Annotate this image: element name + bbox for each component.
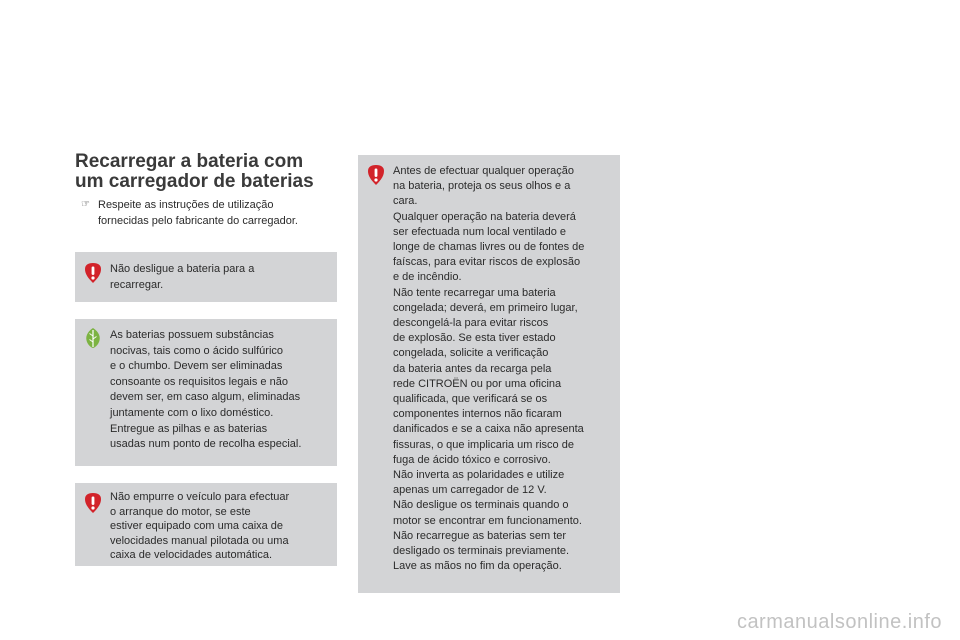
notice-no-disconnect [75,252,337,302]
warning-icon [84,262,102,284]
bullet-text: Respeite as instruções de utilização fornecidas pelo fabricante do carregador. [98,199,298,227]
title-line-2: um carregador de baterias [75,171,314,192]
notice-no-push [75,483,337,566]
notice-environment [75,319,337,466]
pointing-hand-icon: ☞ [81,199,90,210]
notice-text: Antes de efectuar qualquer operação na bateria, proteja os seus olhos e a cara. Qualquer operação na bateria deverá ser efectuada num local ventilado e longe de chamas livres ou de fontes de faíscas, para evitar riscos de explosão e de incêndio. Não tente recarregar uma bateria congelada; deverá, em primeiro lugar, descongelá-la para evitar riscos de explosão. Se esta tiver estado congelada, solicite a verificação da bateria antes da recarga pela rede CITROËN ou por uma oficina qualificada, que verificará se os componentes internos não ficaram danificados e se a caixa não apresenta fissuras, o que implicaria um risco de fuga de ácido tóxico e corrosivo. Não inverta as polaridades e utilize apenas um carregador de 12 V. Não desligue os terminais quando o motor se encontrar em funcionamento. Não recarregue as baterias sem ter desligado os terminais previamente. Lave as mãos no fim da operação. [393,165,585,573]
notice-safety [358,155,620,593]
notice-text: As baterias possuem substâncias nocivas, tais como o ácido sulfúrico e o chumbo. Devem ser eliminadas consoante os requisitos legais e não devem ser, em caso algum, eliminadas juntamente com o lixo doméstico. Entregue as pilhas e as baterias usadas num ponto de recolha especial. [110,329,302,451]
notice-text: Não empurre o veículo para efectuar o arranque do motor, se este estiver equipado com uma caixa de velocidades manual pilotada ou uma caixa de velocidades automática. [110,491,290,562]
instruction-bullet [75,197,337,229]
leaf-icon [84,327,102,349]
warning-icon [367,164,385,186]
page-title [75,152,345,192]
watermark: carmanualsonline.info [736,611,942,633]
warning-icon [84,492,102,514]
notice-text: Não desligue a bateria para a recarregar. [110,263,255,291]
title-line-1: Recarregar a bateria com [75,151,304,172]
